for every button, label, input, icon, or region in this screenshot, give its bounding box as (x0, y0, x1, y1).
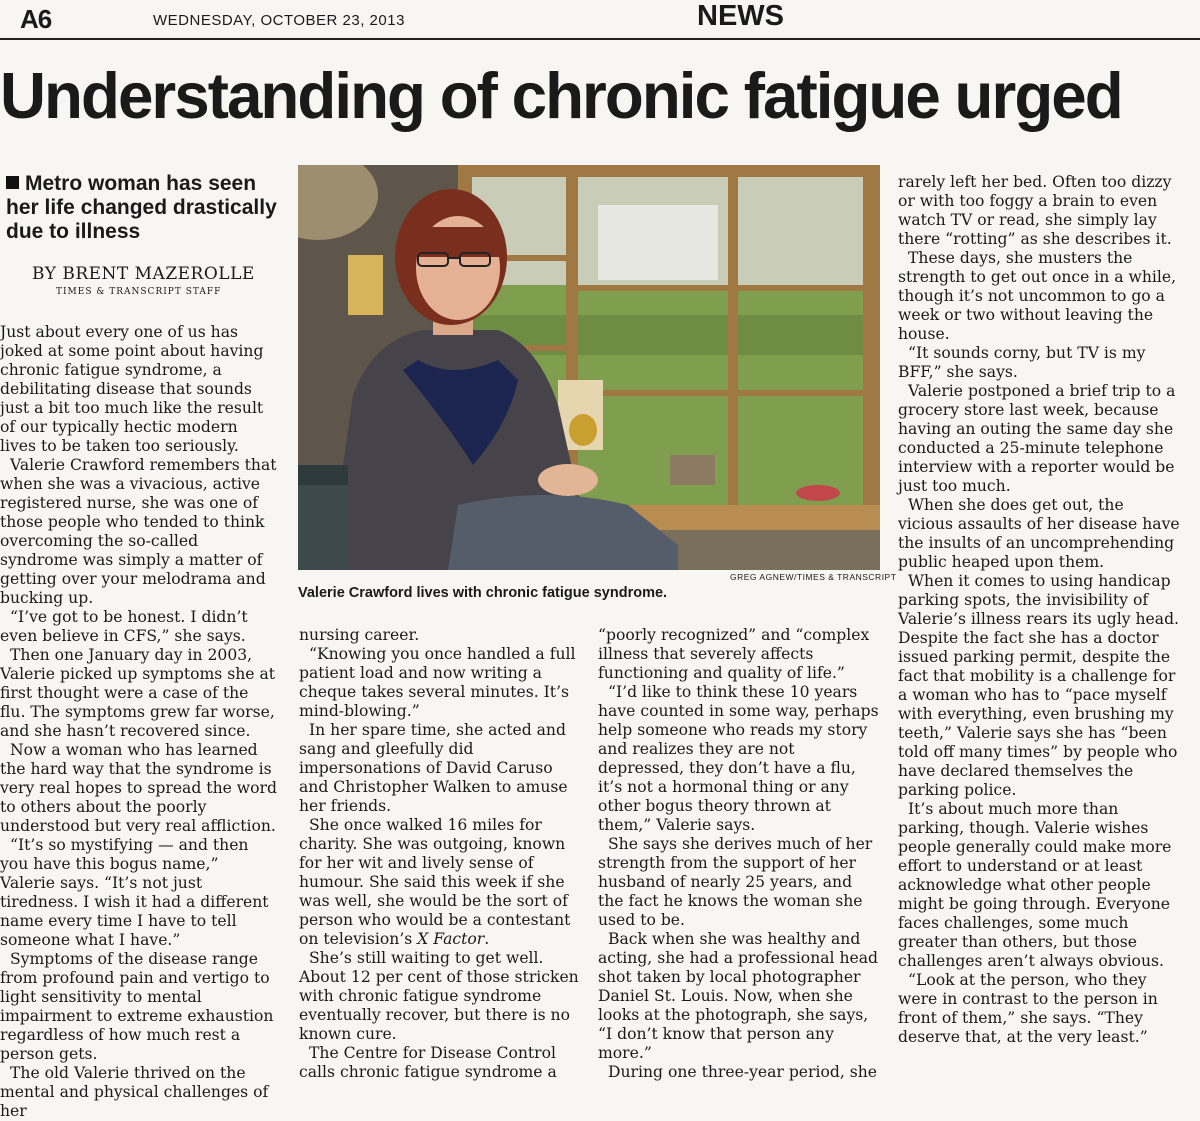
paragraph: Back when she was healthy and acting, she had a professional head shot taken by local photographer Daniel St. Louis. Now, when she looks at the photograph, she says, “I don’t know that person any more.” (598, 930, 879, 1062)
paragraph: Valerie postponed a brief trip to a grocery store last week, because having an outing the same day she conducted a 25-minute telephone interview with a reporter would be just too much. (898, 382, 1176, 495)
deck-bullet-square (6, 176, 19, 189)
byline: BY BRENT MAZEROLLE (32, 264, 255, 284)
article-column-4 (898, 173, 1181, 1047)
paragraph: The Centre for Disease Control calls chronic fatigue syndrome a (299, 1044, 557, 1081)
paragraph: Now a woman who has learned the hard way that the syndrome is very real hopes to spread the word to others about the poorly understood but very real affliction. (0, 741, 277, 835)
paragraph: She’s still waiting to get well. About 12 per cent of those stricken with chronic fatigue syndrome eventually recover, but there is no known cure. (299, 949, 579, 1043)
paragraph: “poorly recognized” and “complex illness that severely affects functioning and quality of life.” (598, 626, 870, 682)
paragraph: Symptoms of the disease range from profound pain and vertigo to light sensitivity to mental impairment to extreme exhaustion regardless of how much rest a person gets. (0, 950, 274, 1063)
paragraph: When it comes to using handicap parking spots, the invisibility of Valerie’s illness rears its ugly head. Despite the fact she has a doctor issued parking permit, despite the fact that mobility is a challenge for a woman who has to “pace myself with everything, even brushing my teeth,” Valerie says she has “been told off many times” by people who have declared themselves the parking police. (898, 572, 1180, 799)
paragraph: Valerie Crawford remembers that when she was a vivacious, active registered nurse, she was one of those people who tended to think overcoming the so-called syndrome was simply a matter of getting over your melodrama and bucking up. (0, 456, 277, 607)
page-date: WEDNESDAY, OCTOBER 23, 2013 (153, 12, 405, 29)
deck (6, 172, 286, 244)
paragraph: nursing career. (299, 626, 420, 644)
paragraph: “It sounds corny, but TV is my BFF,” she says. (898, 344, 1146, 381)
page-number: A6 (20, 4, 52, 34)
paragraph: “I’ve got to be honest. I didn’t even believe in CFS,” she says. (0, 608, 248, 645)
paragraph: She says she derives much of her strength from the support of her husband of nearly 25 years, and the fact he knows the woman she used to be. (598, 835, 873, 929)
article-photo (298, 165, 880, 570)
paragraph: During one three-year period, she (608, 1063, 878, 1081)
paragraph: Just about every one of us has joked at some point about having chronic fatigue syndrome, a debilitating disease that sounds just a bit too much like the result of our typically hectic modern lives to be taken too seriously. (0, 323, 264, 455)
period: . (484, 930, 490, 948)
masthead-rule (0, 38, 1200, 40)
deck-text: Metro woman has seen her life changed drastically due to illness (6, 172, 277, 243)
photo-illustration (298, 165, 880, 570)
paragraph: When she does get out, the vicious assaults of her disease have the insults of an uncomprehending public heaped upon them. (898, 496, 1180, 571)
photo-caption: Valerie Crawford lives with chronic fatigue syndrome. (298, 585, 668, 601)
show-title: X Factor (417, 930, 485, 948)
paragraph: “Look at the person, who they were in contrast to the person in front of them,” she says. “They deserve that, at the very least.” (898, 971, 1158, 1046)
paragraph-text: She once walked 16 miles for charity. She was outgoing, known for her wit and lively sense of humour. She said this week if she was well, she would be the sort of person who would be a contestant on television’s (299, 816, 571, 948)
section-name: NEWS (697, 0, 784, 32)
paragraph: “It’s so mystifying — and then you have this bogus name,” Valerie says. “It’s not just tiredness. I wish it had a different name every time I have to tell someone what I have.” (0, 836, 269, 949)
article-column-2 (299, 626, 581, 1082)
paragraph: The old Valerie thrived on the mental and physical challenges of her (0, 1064, 269, 1120)
paragraph: Then one January day in 2003, Valerie picked up symptoms she at first thought were a case of the flu. The symptoms grew far worse, and she hasn’t recovered since. (0, 646, 276, 740)
headline: Understanding of chronic fatigue urged (0, 59, 1122, 132)
paragraph: These days, she musters the strength to get out once in a while, though it’s not uncommon to go a week or two without leaving the house. (898, 249, 1177, 343)
paragraph: “I’d like to think these 10 years have counted in some way, perhaps help someone who reads my story and realizes they are not depressed, they don’t have a flu, it’s not a hormonal thing or any other bogus theory thrown at them,” Valerie says. (598, 683, 879, 834)
paragraph: rarely left her bed. Often too dizzy or with too foggy a brain to even watch TV or read, she simply lay there “rotting” as she describes it. (898, 173, 1172, 248)
article-column-1 (0, 323, 278, 1121)
paragraph: It’s about much more than parking, though. Valerie wishes people generally could make more effort to understand or at least acknowledge what other people might be going through. Everyone faces challenges, some much greater than others, but those challenges aren’t always obvious. (898, 800, 1172, 970)
article-column-3 (598, 626, 880, 1082)
paragraph: In her spare time, she acted and sang and gleefully did impersonations of David Caruso and Christopher Walken to amuse her friends. (299, 721, 568, 815)
photo-credit: GREG AGNEW/TIMES & TRANSCRIPT (730, 572, 897, 582)
byline-title: TIMES & TRANSCRIPT STAFF (56, 287, 222, 297)
paragraph (299, 816, 581, 949)
paragraph: “Knowing you once handled a full patient load and now writing a cheque takes several minutes. It’s mind-blowing.” (299, 645, 576, 720)
